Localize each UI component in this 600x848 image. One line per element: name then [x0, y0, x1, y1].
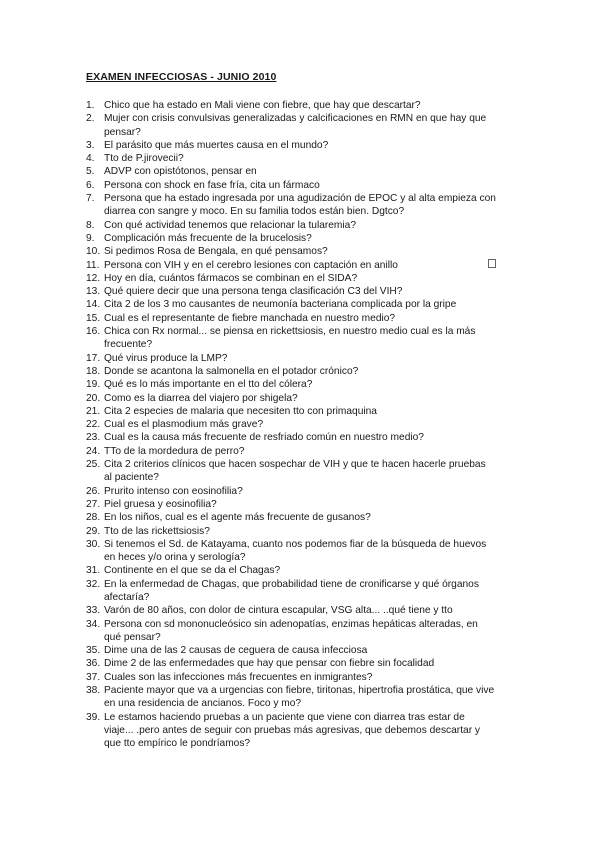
question-item [86, 165, 496, 178]
question-item [86, 445, 496, 458]
question-item [86, 405, 496, 418]
question-item [86, 485, 496, 498]
question-item [86, 259, 496, 272]
question-item [86, 511, 496, 524]
exam-title: EXAMEN INFECCIOSAS - JUNIO 2010 [86, 71, 277, 83]
question-number: 25. [86, 459, 101, 471]
question-item [86, 684, 496, 711]
question-text: Cita 2 especies de malaria que necesiten tto con primaquina [104, 405, 377, 417]
question-text: Cual es el plasmodium más grave? [104, 419, 264, 431]
question-item [86, 325, 496, 352]
question-item [86, 99, 496, 112]
question-item [86, 644, 496, 657]
question-number: 4. [86, 153, 95, 165]
question-item [86, 618, 496, 645]
question-item [86, 657, 496, 670]
question-text: Dime una de las 2 causas de ceguera de causa infecciosa [104, 645, 368, 657]
question-text: Con qué actividad tenemos que relacionar la tularemia? [104, 219, 357, 231]
question-text: Cita 2 de los 3 mo causantes de neumonía bacteriana complicada por la gripe [104, 299, 457, 311]
question-number: 37. [86, 671, 101, 683]
question-number: 22. [86, 419, 101, 431]
question-item [86, 192, 496, 219]
question-item [86, 431, 496, 444]
question-text: Chica con Rx normal... se piensa en rickettsiosis, en nuestro medio cual es la más frecuente? [104, 326, 476, 351]
question-number: 13. [86, 286, 101, 298]
question-item [86, 245, 496, 258]
question-item [86, 219, 496, 232]
question-item [86, 564, 496, 577]
question-text: Cual es la causa más frecuente de resfriado común en nuestro medio? [104, 432, 424, 444]
question-number: 32. [86, 578, 101, 590]
question-text: Hoy en día, cuántos fármacos se combinan en el SIDA? [104, 272, 358, 284]
question-text: Dime 2 de las enfermedades que hay que pensar con fiebre sin focalidad [104, 658, 435, 670]
question-text: Chico que ha estado en Mali viene con fiebre, que hay que descartar? [104, 100, 421, 111]
question-item [86, 365, 496, 378]
question-text: Cuales son las infecciones más frecuentes en inmigrantes? [104, 671, 373, 683]
question-item [86, 285, 496, 298]
question-number: 34. [86, 618, 101, 630]
question-item [86, 298, 496, 311]
question-item [86, 418, 496, 431]
question-number: 19. [86, 379, 101, 391]
question-text: Mujer con crisis convulsivas generalizadas y calcificaciones en RMN en que hay que pensar? [104, 113, 487, 138]
question-number: 1. [86, 100, 95, 111]
question-text: Qué virus produce la LMP? [104, 352, 228, 364]
question-number: 9. [86, 232, 95, 244]
question-text: Persona con shock en fase fría, cita un fármaco [104, 179, 320, 191]
question-number: 24. [86, 445, 101, 457]
question-item [86, 352, 496, 365]
question-number: 11. [86, 259, 100, 271]
question-number: 20. [86, 392, 101, 404]
question-text: Si tenemos el Sd. de Katayama, cuanto nos podemos fiar de la búsqueda de huevos en heces y/o orina y serología? [104, 538, 487, 564]
question-text: Tto de las rickettsiosis? [104, 525, 210, 537]
question-number: 39. [86, 711, 101, 723]
question-number: 23. [86, 432, 101, 444]
question-item [86, 671, 496, 684]
question-text: Como es la diarrea del viajero por shigela? [104, 392, 298, 404]
question-number: 15. [86, 312, 101, 324]
question-number: 12. [86, 272, 101, 284]
question-number: 30. [86, 538, 101, 550]
question-item [86, 179, 496, 192]
question-item [86, 525, 496, 538]
question-item [86, 312, 496, 325]
question-item [86, 538, 496, 565]
question-text: En la enfermedad de Chagas, que probabilidad tiene de cronificarse y qué órganos afectaría? [104, 578, 479, 603]
question-number: 6. [86, 179, 95, 191]
question-text: Paciente mayor que va a urgencias con fiebre, tiritonas, hipertrofia prostática, que vive en una residencia de ancianos. Foco y mo? [104, 685, 495, 710]
question-number: 35. [86, 645, 101, 657]
question-text: Qué quiere decir que una persona tenga clasificación C3 del VIH? [104, 286, 403, 298]
question-item [86, 498, 496, 511]
question-number: 14. [86, 299, 101, 311]
question-number: 3. [86, 139, 95, 151]
question-item [86, 578, 496, 605]
question-number: 36. [86, 658, 101, 670]
question-text: Persona con VIH y en el cerebro lesiones con captación en anillo [104, 259, 398, 271]
question-item [86, 392, 496, 405]
question-number: 2. [86, 113, 95, 125]
question-number: 31. [86, 565, 101, 577]
question-text: Piel gruesa y eosinofilia? [104, 498, 217, 510]
question-text: Persona que ha estado ingresada por una agudización de EPOC y al alta empieza con diarrea con sangre y moco. En su familia todos están bien. Dgtco? [104, 193, 496, 218]
question-text: Cual es el representante de fiebre manchada en nuestro medio? [104, 312, 396, 324]
question-number: 8. [86, 219, 95, 231]
question-text: Complicación más frecuente de la brucelosis? [104, 232, 312, 244]
question-number: 10. [86, 246, 101, 258]
question-number: 7. [86, 193, 95, 205]
question-text: Cita 2 criterios clínicos que hacen sospechar de VIH y que te hacen hacerle pruebas al paciente? [104, 459, 486, 484]
question-text: Prurito intenso con eosinofilia? [104, 485, 243, 497]
question-number: 27. [86, 498, 101, 510]
question-text: Continente en el que se da el Chagas? [104, 565, 281, 577]
question-text: Qué es lo más importante en el tto del cólera? [104, 379, 313, 391]
question-number: 21. [86, 405, 101, 417]
question-item [86, 232, 496, 245]
question-number: 17. [86, 352, 101, 364]
question-item [86, 458, 496, 485]
question-item [86, 604, 496, 617]
question-number: 29. [86, 525, 101, 537]
question-text: Varón de 80 años, con dolor de cintura escapular, VSG alta... ..qué tiene y tto [104, 605, 453, 617]
question-item [86, 152, 496, 165]
question-text: TTo de la mordedura de perro? [104, 445, 245, 457]
question-number: 38. [86, 685, 101, 697]
question-number: 16. [86, 326, 101, 338]
missing-glyph-box-icon [488, 259, 496, 268]
question-item [86, 112, 496, 139]
question-text: Tto de P.jirovecii? [104, 153, 184, 165]
question-item [86, 711, 496, 751]
question-number: 33. [86, 605, 101, 617]
question-text: Le estamos haciendo pruebas a un paciente que viene con diarrea tras estar de viaje... .pero antes de seguir con pruebas más agresivas, que debemos descartar y que tto empírico le pondríamos? [104, 711, 481, 750]
question-item [86, 139, 496, 152]
question-text: Si pedimos Rosa de Bengala, en qué pensamos? [104, 246, 328, 258]
question-list [86, 99, 496, 751]
question-number: 28. [86, 512, 101, 524]
question-text: Donde se acantona la salmonella en el potador crónico? [104, 365, 359, 377]
question-number: 26. [86, 485, 101, 497]
question-number: 18. [86, 365, 101, 377]
question-text: En los niños, cual es el agente más frecuente de gusanos? [104, 512, 371, 524]
question-item [86, 378, 496, 391]
question-item [86, 272, 496, 285]
question-text: ADVP con opistótonos, pensar en [104, 166, 257, 178]
question-text: Persona con sd mononucleósico sin adenopatías, enzimas hepáticas alteradas, en qué pensar? [104, 618, 478, 643]
question-text: El parásito que más muertes causa en el mundo? [104, 139, 329, 151]
question-number: 5. [86, 166, 95, 178]
